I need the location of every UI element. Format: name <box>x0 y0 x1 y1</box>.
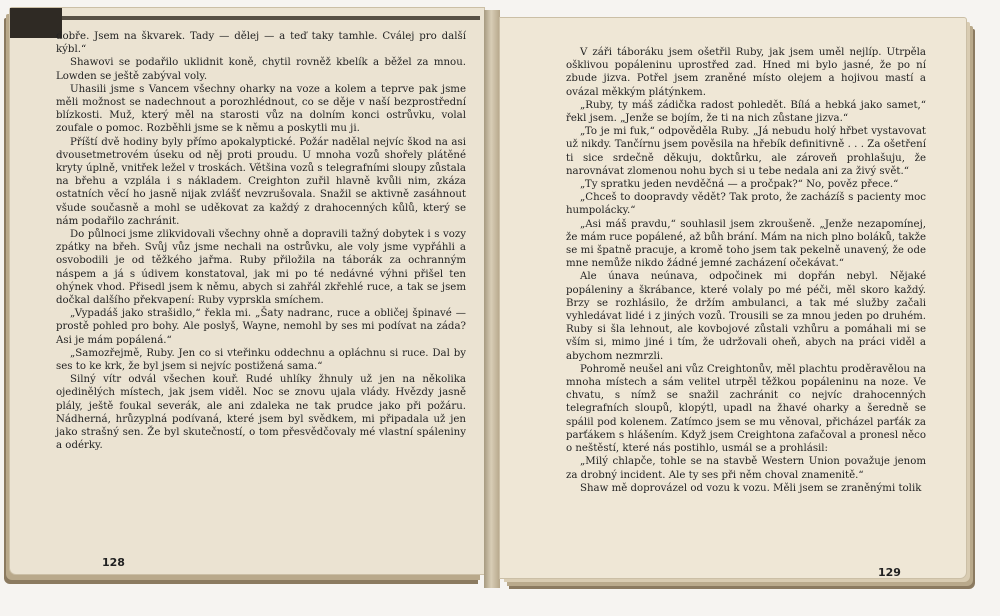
page-number-right: 129 <box>878 566 901 579</box>
paragraph: „Chceš to doopravdy vědět? Tak proto, že zacházíš s pacienty moc humpolácky.“ <box>566 192 926 217</box>
paragraph: Uhasili jsme s Vancem všechny oharky na voze a kolem a teprve pak jsme měli možnost se nadechnout a porozhlédnout, co se děje v naší bezprostřední blízkosti. Muž, který měl na starosti vůz na dolním konci ostrůvku, volal zoufale o pomoc. Rozběhli jsme se k němu a poskytli mu ji. <box>56 83 466 135</box>
paragraph: dobře. Jsem na škvarek. Tady — dělej — a teď taky tamhle. Cválej pro další kýbl.“ <box>56 31 466 56</box>
left-page-top-band <box>62 16 480 20</box>
paragraph: Ale únava neúnava, odpočinek mi dopřán nebyl. Nějaké popáleniny a škrábance, které volaly po mé péči, měl skoro každý. Brzy se rozhlásilo, že držím ambulanci, a tak mé služby začali vyhledávat lidé i z jiných vozů. Trousili se za mnou jeden po druhém. Ruby si šla lehnout, ale kovbojové zůstali vzhůru a pomáhali mi se vším si, mimo jiné i tím, že udržovali oheň, abych na práci viděl a abychom nezmrzli. <box>566 271 926 362</box>
left-page-text <box>56 30 466 453</box>
paragraph: Silný vítr odvál všechen kouř. Rudé uhlíky žhnuly už jen na několika ojedinělých místech, jak jsem viděl. Noc se znovu ujala vlády. Hvězdy jasně plály, ještě foukal severák, ale ani zdaleka ne tak prudce jako při požáru. Nádherná, hrůzyplná podívaná, které jsem byl svědkem, mi připadala už jen jako strašný sen. Že byl skutečností, o tom přesvědčovaly mé vlastní spáleniny a odérky. <box>56 374 466 452</box>
paragraph: Shaw mě doprovázel od vozu k vozu. Měli jsem se zraněnými tolik <box>580 482 922 494</box>
paragraph: „To je mi fuk,“ odpověděla Ruby. „Já nebudu holý hřbet vystavovat už nikdy. Tančírnu jsem pověsila na hřebík definitivně . . . Za ošetření ti sice srdečně děkuju, doktůrku, ale zároveň prohlašuju, že narovnávat zlomenou nohu bych si u tebe nedala ani za živý svět.“ <box>566 126 926 177</box>
page-number-left: 128 <box>102 556 125 569</box>
paragraph: „Milý chlapče, tohle se na stavbě Western Union považuje jenom za drobný incident. Ale ty ses při něm choval znamenitě.“ <box>566 456 926 481</box>
paragraph: Příští dvě hodiny byly přímo apokalyptické. Požár nadělal nejvíc škod na asi dvousetmetrovém úseku od něj proti proudu. U mnoha vozů shořely plátěné kryty úplně, vnitřek ležel v troskách. Většina vozů s telegrafními sloupy zůstala na břehu a vzplála i s nákladem. Creighton zuřil hlavně kvůli nim, zkáza ostatních věcí ho jasně nijak zvlášť nevzrušovala. Snažil se aktivně zasáhnout všude současně a mohl se uděkovat za každý z drahocenných kůlů, který se nám podařilo zachránit. <box>56 136 466 227</box>
paragraph: Pohromě neušel ani vůz Creightonův, měl plachtu proděravělou na mnoha místech a sám velitel utrpěl těžkou popáleninu na noze. Ve chvatu, s nímž se snažil zachránit co nejvíc drahocenných telegrafních sloupů, klopýtl, upadl na žhavé oharky a šeredně se spálil pod kolenem. Zatímco jsem se mu věnoval, přicházel parťák za parťákem s hlášením. Když jsem Creightona zafačoval a pronesl něco o neštěstí, které nás postihlo, usmál se a prohlásil: <box>566 363 926 455</box>
paragraph: V záři táboráku jsem ošetřil Ruby, jak jsem uměl nejlíp. Utrpěla ošklivou popáleninu uprostřed zad. Hned mi bylo jasné, že po ní zbude jizva. Potřel jsem zraněné místo olejem a hojivou mastí a ovázal měkkým plátýnkem. <box>566 47 926 98</box>
paragraph: „Ty spratku jeden nevděčná — a pročpak?“ No, pověz přece.“ <box>580 179 899 191</box>
book-gutter <box>484 10 500 588</box>
paragraph: Shawovi se podařilo uklidnit koně, chytil rovněž kbelík a běžel za mnou. Lowden se ještě zabýval voly. <box>56 57 466 82</box>
paragraph: „Samozřejmě, Ruby. Jen co si vteřinku oddechnu a opláchnu si ruce. Dal by ses to ke krk, že byl jsem si nejvíc postižená sama.“ <box>56 347 466 373</box>
right-page-text <box>566 46 926 495</box>
paragraph: „Asi máš pravdu,“ souhlasil jsem zkroušeně. „Jenže nezapomínej, že mám ruce popálené, až bůh brání. Mám na nich plno boláků, takže se mi špatně pracuje, a kromě toho jsem tak pekelně unavený, že ode mne nemůže nikdo žádné jemné zacházení očekávat.“ <box>566 218 926 270</box>
left-page-dark-corner <box>10 8 62 38</box>
paragraph: „Ruby, ty máš zádička radost pohledět. Bílá a hebká jako samet,“ řekl jsem. „Jenže se bojím, že ti na nich zůstane jizva.“ <box>566 99 926 125</box>
paragraph: „Vypadáš jako strašidlo,“ řekla mi. „Šaty nadranc, ruce a obličej špinavé — prostě pohled pro bohy. Ale poslyš, Wayne, nemohl by ses mi podívat na záda? Asi je mám popálená.“ <box>56 308 466 346</box>
paragraph: Do půlnoci jsme zlikvidovali všechny ohně a dopravili tažný dobytek i s vozy zpátky na břeh. Svůj vůz jsme nechali na ostrůvku, ale voly jsme vypřáhli a osvobodili je od těžkého jařma. Ruby přiložila na táborák za ochranným náspem a já s údivem konstatoval, jak mi po té nedávné výhni přišel ten ohýnek vhod. Přisedl jsem k němu, abych si zahřál zkřehlé ruce, a tak se jsem dočkal dalšího překvapení: Ruby vyprskla smíchem. <box>56 229 466 307</box>
